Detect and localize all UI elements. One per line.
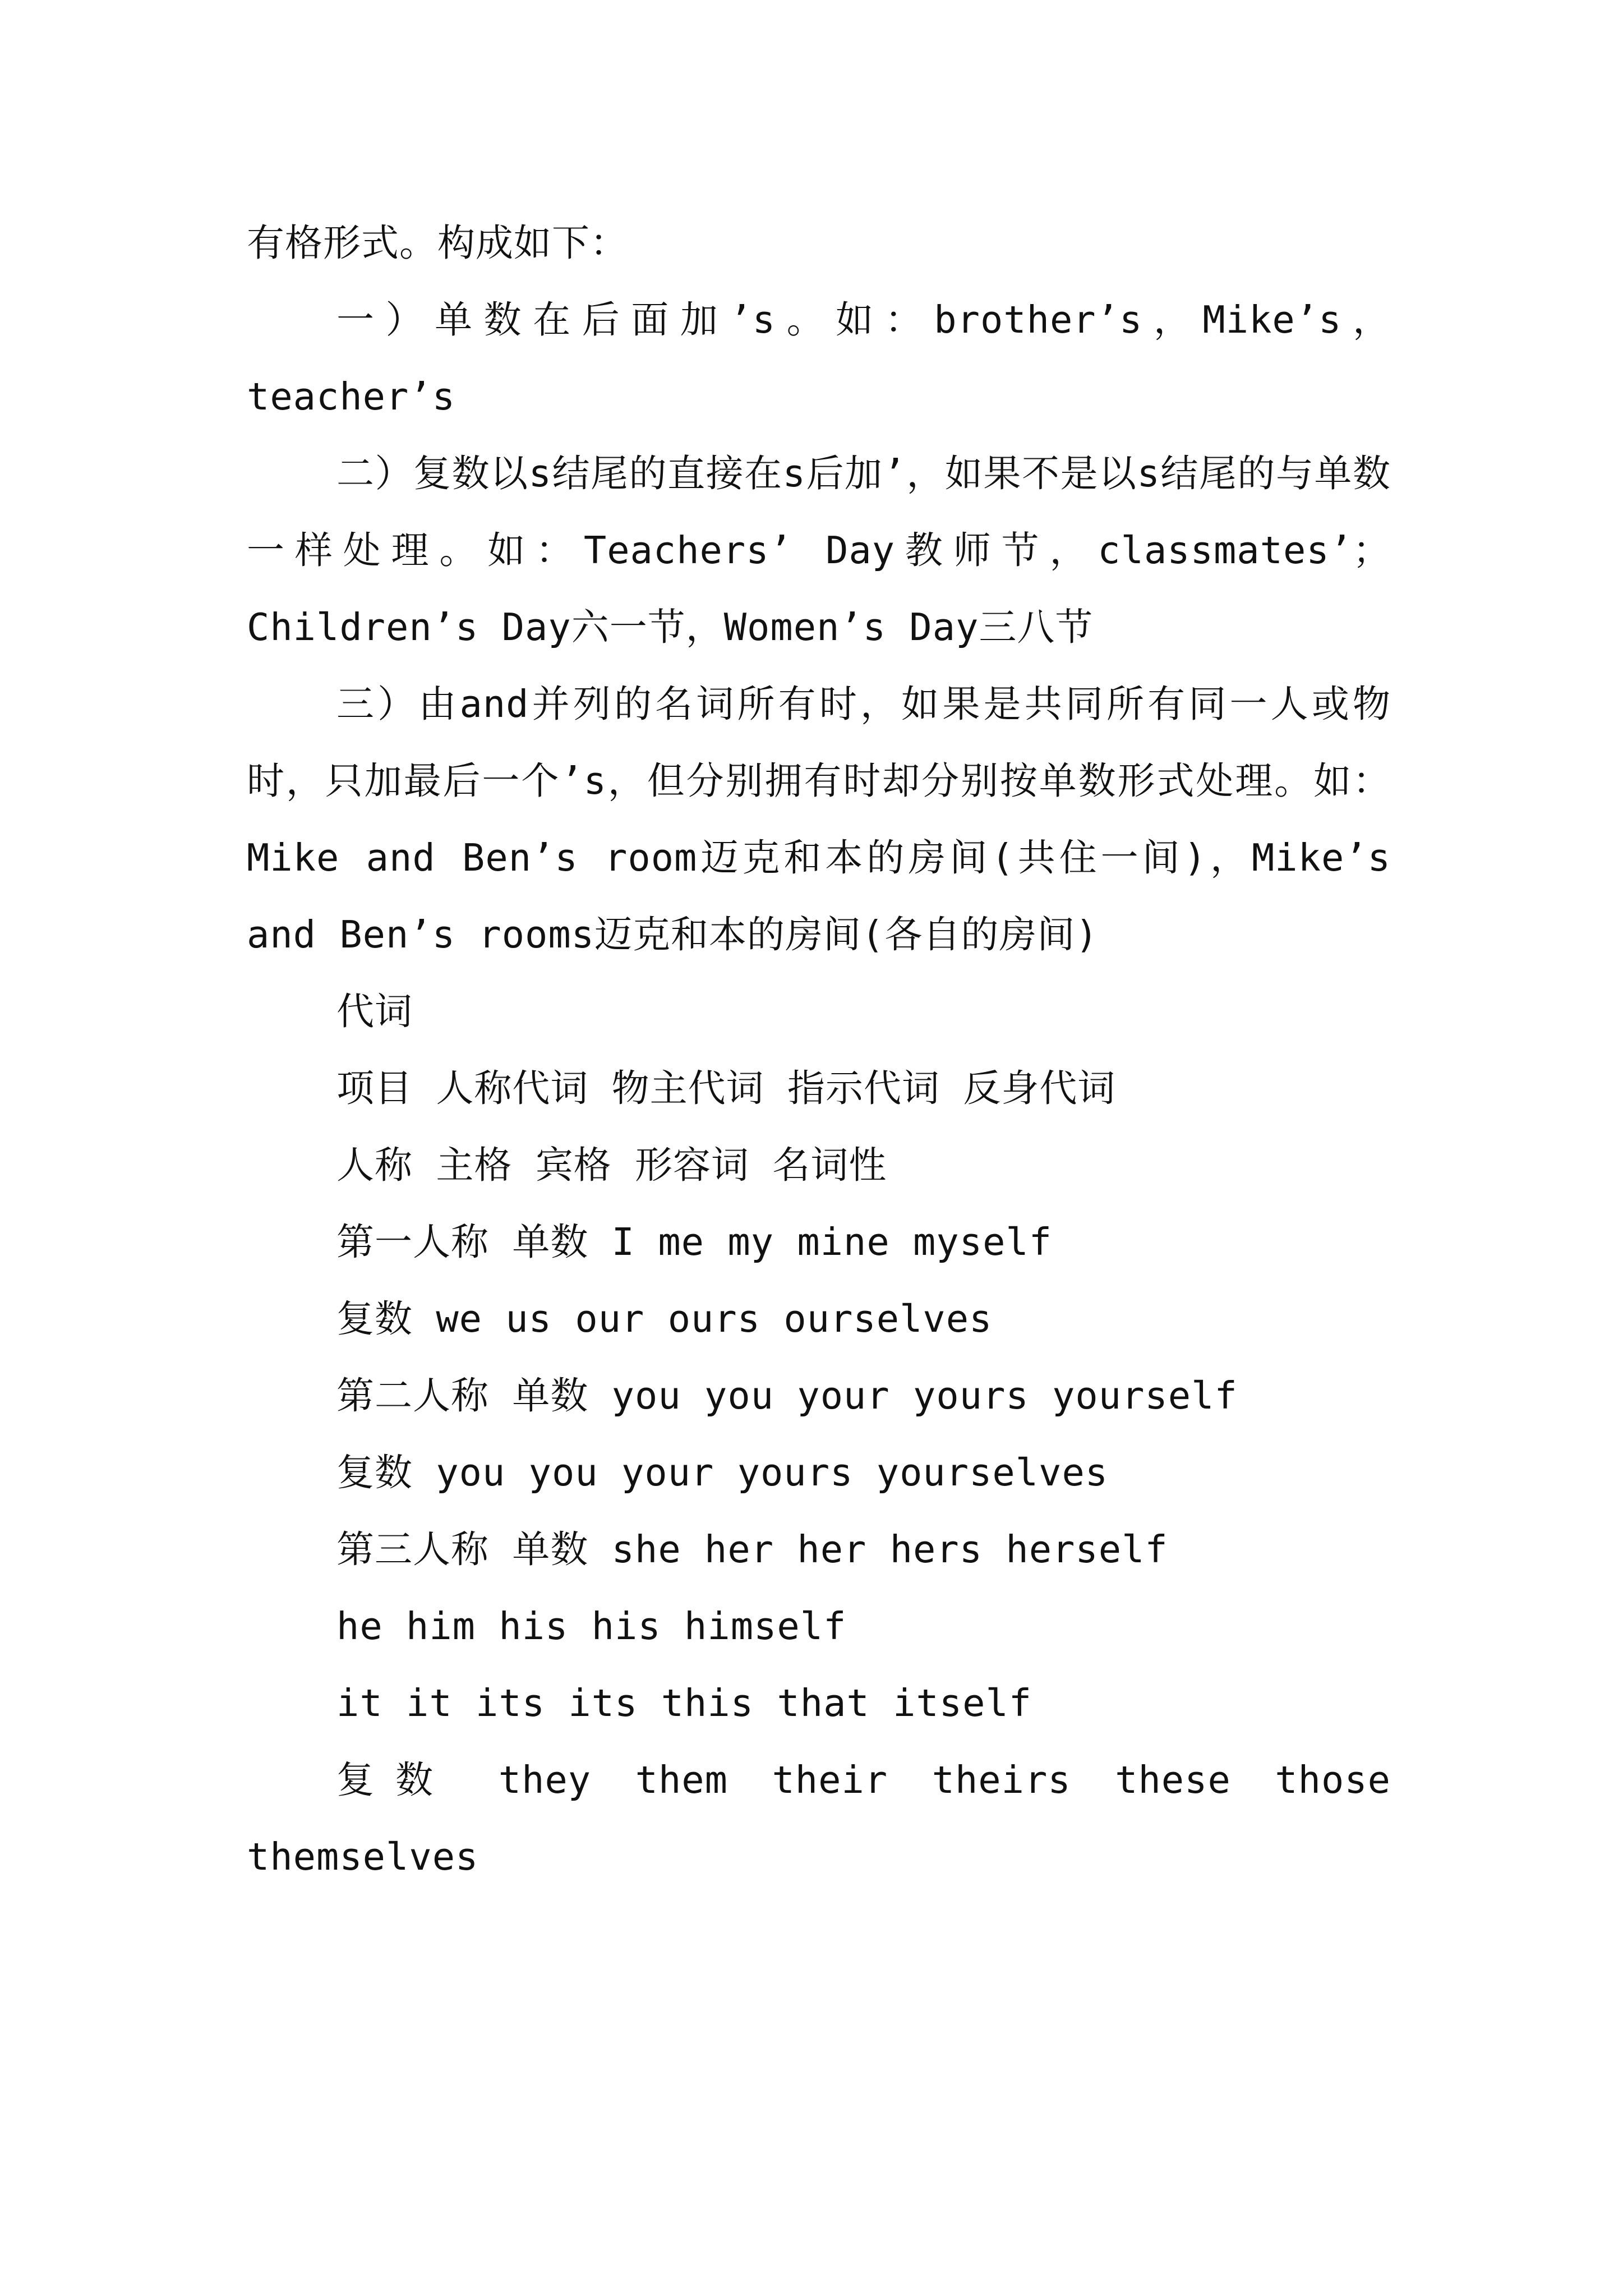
paragraph-plural-third-person: 复数 they them their theirs these those themselves <box>247 1758 1391 1879</box>
section-heading-pronoun: 代词 <box>336 990 413 1033</box>
paragraph-intro: 有格形式。构成如下： <box>247 221 628 265</box>
table-line: 复数 we us our ours ourselves <box>336 1297 993 1341</box>
table-line: 项目 人称代词 物主代词 指示代词 反身代词 <box>336 1066 1116 1110</box>
table-line: he him his his himself <box>336 1604 847 1648</box>
table-line: 复数 you you your yours yourselves <box>336 1451 1109 1494</box>
paragraph-rule-1: 一）单数在后面加’s。如：brother’s，Mike’s，teacher’s <box>247 298 1391 418</box>
table-line: 第三人称 单数 she her her hers herself <box>336 1527 1168 1571</box>
table-line: 人称 主格 宾格 形容词 名词性 <box>336 1143 887 1187</box>
paragraph-rule-2: 二）复数以s结尾的直接在s后加’，如果不是以s结尾的与单数一样处理。如：Teachers’ Day教师节，classmates’；Children’s Day六一节，Women’s Day三八节 <box>247 452 1391 649</box>
document-body <box>247 205 1391 1895</box>
paragraph-rule-3: 三）由and并列的名词所有时，如果是共同所有同一人或物时，只加最后一个’s，但分别拥有时却分别按单数形式处理。如：Mike and Ben’s room迈克和本的房间(共住一间)，Mike’s and Ben’s rooms迈克和本的房间(各自的房间) <box>247 682 1391 956</box>
table-line: 第二人称 单数 you you your yours yourself <box>336 1374 1238 1418</box>
table-line: 第一人称 单数 I me my mine myself <box>336 1220 1053 1264</box>
table-line: it it its its this that itself <box>336 1681 1032 1725</box>
